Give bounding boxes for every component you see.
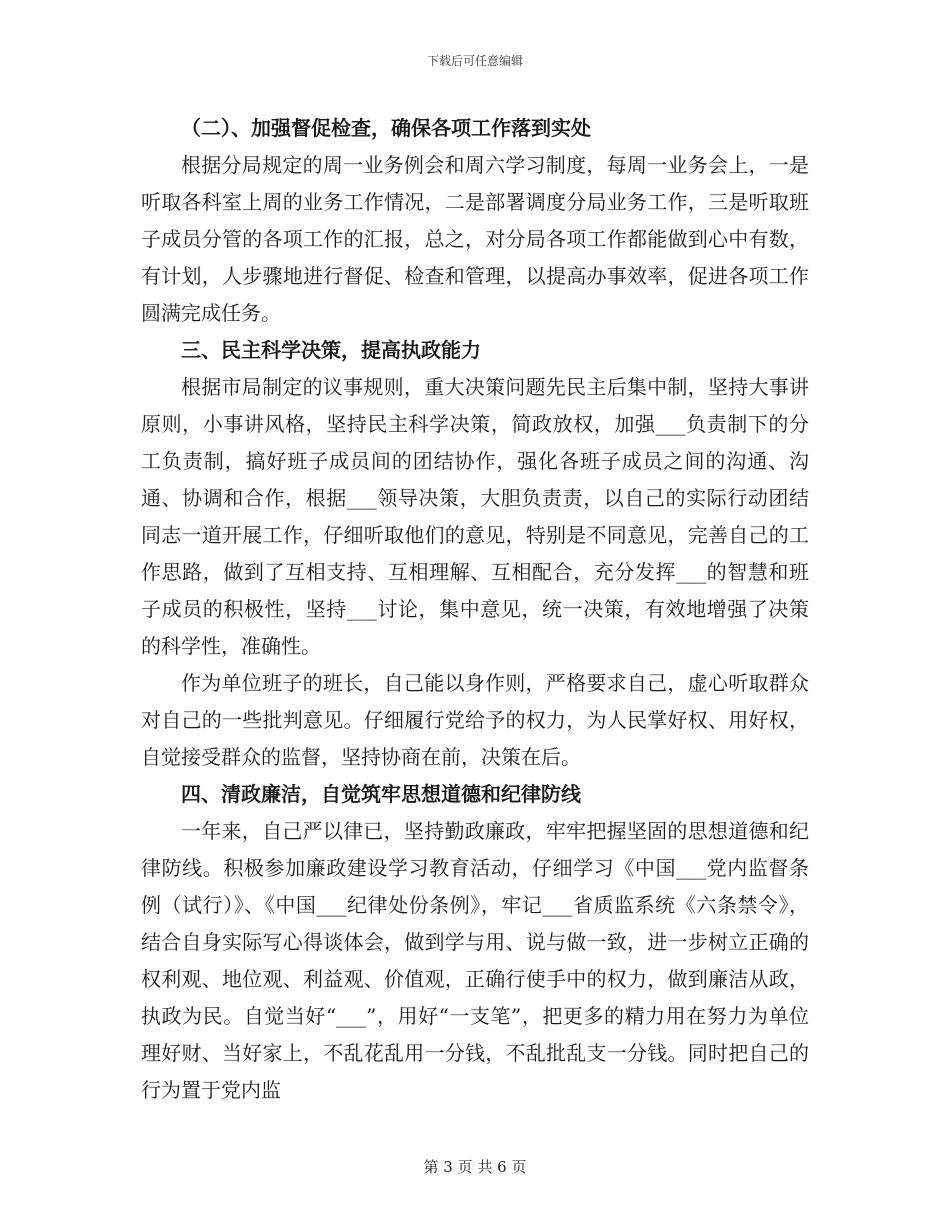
section-heading-2: （二）、加强督促检查，确保各项工作落到实处 [181,116,591,140]
paragraph-supervision: 根据分局规定的周一业务例会和周六学习制度，每周一业务会上，一是听取各科室上周的业务工作情况，二是部署调度分局业务工作，三是听取班子成员分管的各项工作的汇报，总之，对分局各项工作都能做到心中有数，有计划，人步骤地进行督促、检查和管理，以提高办事效率，促进各项工作圆满完成任务。 [141,153,809,325]
section-heading-3: 三、民主科学决策，提高执政能力 [181,338,481,362]
paragraph-team-leader: 作为单位班子的班长，自己能以身作则，严格要求自己，虚心听取群众对自己的一些批判意见。仔细履行党给予的权力，为人民掌好权、用好权，自觉接受群众的监督，坚持协商在前，决策在后。 [141,671,809,769]
section-heading-4: 四、清政廉洁，自觉筑牢思想道德和纪律防线 [181,782,581,806]
paragraph-integrity: 一年来，自己严以律已，坚持勤政廉政，牢牢把握坚固的思想道德和纪律防线。积极参加廉政建设学习教育活动，仔细学习《中国___党内监督条例（试行）》、《中国___纪律处份条例》，牢记___省质监系统《六条禁令》，结合自身实际写心得谈体会，做到学与用、说与做一致，进一步树立正确的权利观、地位观、利益观、价值观，正确行使手中的权力，做到廉洁从政，执政为民。自觉当好“___”，用好“一支笔”，把更多的精力用在努力为单位理好财、当好家上，不乱花乱用一分钱，不乱批乱支一分钱。同时把自己的行为置于党内监 [141,819,809,1102]
page-number: 第 3 页 共 6 页 [423,1158,527,1176]
paragraph-decision-rules: 根据市局制定的议事规则，重大决策问题先民主后集中制，坚持大事讲原则，小事讲风格，坚持民主科学决策，简政放权，加强___负责制下的分工负责制，搞好班子成员间的团结协作，强化各班子成员之间的沟通、沟通、协调和合作，根据___领导决策，大胆负责责，以自己的实际行动团结同志一道开展工作，仔细听取他们的意见，特别是不同意见，完善自己的工作思路，做到了互相支持、互相理解、互相配合，充分发挥___的智慧和班子成员的积极性，坚持___讨论，集中意见，统一决策，有效地增强了决策的科学性，准确性。 [141,375,809,658]
document-body [141,110,809,1109]
page-header: 下载后可任意编辑 [426,54,523,68]
